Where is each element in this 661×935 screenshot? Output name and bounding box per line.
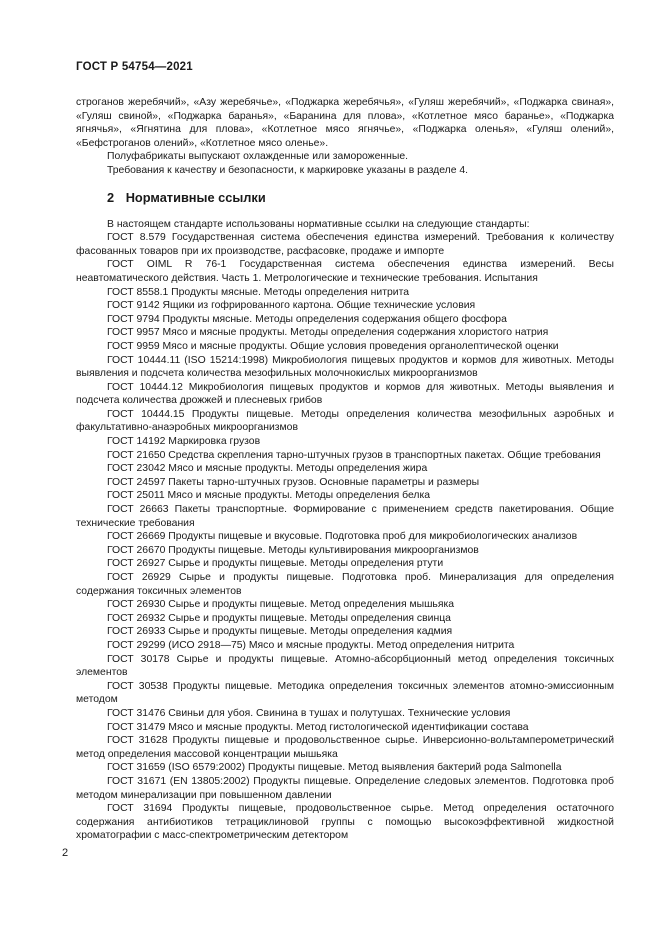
reference-item: ГОСТ 9142 Ящики из гофрированного картона. Общие технические условия xyxy=(107,300,476,312)
reference-item: ГОСТ 31479 Мясо и мясные продукты. Метод гистологической идентификации состава xyxy=(107,721,529,733)
reference-item: ГОСТ 26927 Сырье и продукты пищевые. Методы определения ртути xyxy=(107,558,444,570)
reference-item: ГОСТ 29299 (ИСО 2918—75) Мясо и мясные продукты. Метод определения нитрита xyxy=(107,639,515,651)
reference-item: ГОСТ 24597 Пакеты тарно-штучных грузов. Основные параметры и размеры xyxy=(107,476,480,488)
document-body xyxy=(76,96,614,843)
reference-item: ГОСТ 10444.11 (ISO 15214:1998) Микробиология пищевых продуктов и кормов для животных. Методы выявления и подсчета количества мезофильных молочнокислых микроорганизмов xyxy=(76,354,614,380)
reference-item: ГОСТ 26929 Сырье и продукты пищевые. Подготовка проб. Минерализация для определения содержания токсичных элементов xyxy=(76,572,614,597)
section-heading xyxy=(76,190,614,206)
reference-item: ГОСТ 8.579 Государственная система обеспечения единства измерений. Требования к количеству фасованных товаров при их производстве, расфасовке, продаже и импорте xyxy=(76,232,614,257)
reference-item: ГОСТ 31628 Продукты пищевые и продовольственное сырье. Инверсионно-вольтамперометрический метод определения массовой концентрации мышьяка xyxy=(76,735,614,760)
intro-paragraph: Полуфабрикаты выпускают охлажденные или замороженные. xyxy=(107,151,409,163)
reference-item: ГОСТ 10444.12 Микробиология пищевых продуктов и кормов для животных. Методы выявления и подсчета количества дрожжей и плесневых грибов xyxy=(76,381,614,407)
reference-item: ГОСТ 26670 Продукты пищевые. Методы культивирования микроорганизмов xyxy=(107,544,479,556)
reference-item: ГОСТ 26930 Сырье и продукты пищевые. Метод определения мышьяка xyxy=(107,599,455,611)
reference-item: ГОСТ 10444.15 Продукты пищевые. Методы определения количества мезофильных аэробных и факультативно-анаэробных микроорганизмов xyxy=(76,408,614,434)
reference-item: ГОСТ 21650 Средства скрепления тарно-штучных грузов в транспортных пакетах. Общие требования xyxy=(107,449,601,461)
reference-item: ГОСТ 26669 Продукты пищевые и вкусовые. Подготовка проб для микробиологических анализов xyxy=(107,531,578,543)
reference-item: ГОСТ 14192 Маркировка грузов xyxy=(107,436,261,448)
reference-item: ГОСТ 9959 Мясо и мясные продукты. Общие условия проведения органолептической оценки xyxy=(107,340,559,352)
section-title: Нормативные ссылки xyxy=(125,189,266,205)
reference-item: ГОСТ 31476 Свиньи для убоя. Свинина в тушах и полутушах. Технические условия xyxy=(107,707,511,719)
reference-item: ГОСТ 26663 Пакеты транспортные. Формирование с применением средств пакетирования. Общие технические требования xyxy=(76,504,614,529)
section-number: 2 xyxy=(107,189,115,205)
references-list xyxy=(76,231,614,843)
reference-item: ГОСТ 23042 Мясо и мясные продукты. Методы определения жира xyxy=(107,463,428,475)
reference-item: ГОСТ 26932 Сырье и продукты пищевые. Методы определения свинца xyxy=(107,612,451,624)
reference-item: ГОСТ 31659 (ISO 6579:2002) Продукты пищевые. Метод выявления бактерий рода Salmonella xyxy=(107,762,562,774)
reference-item: ГОСТ 9794 Продукты мясные. Методы определения содержания общего фосфора xyxy=(107,313,507,325)
reference-item: ГОСТ 25011 Мясо и мясные продукты. Методы определения белка xyxy=(107,490,431,502)
references-intro: В настоящем стандарте использованы нормативные ссылки на следующие стандарты: xyxy=(107,218,530,230)
intro-paragraph: строганов жеребячий», «Азу жеребячье», «Поджарка жеребячья», «Гуляш жеребячий», «Поджарка свиная», «Гуляш свиной», «Поджарка баранья», «Баранина для плова», «Котлетное мясо баранье», «Поджарка ягнячья», «Ягнятина для плова», «Котлетное мясо ягнячье», «Поджарка оленья», «Гуляш олений», «Бефстроганов олений», «Котлетное мясо оленье». xyxy=(76,97,614,149)
document-header: ГОСТ Р 54754—2021 xyxy=(76,61,193,73)
reference-item: ГОСТ 31694 Продукты пищевые, продовольственное сырье. Метод определения остаточного содержания антибиотиков тетрациклиновой группы с помощью высокоэффективной жидкостной хроматографии с масс-спектрометрическим детектором xyxy=(76,803,614,842)
reference-item: ГОСТ 31671 (EN 13805:2002) Продукты пищевые. Определение следовых элементов. Подготовка проб методом минерализации при повышенном давлении xyxy=(76,775,614,801)
reference-item: ГОСТ 30538 Продукты пищевые. Методика определения токсичных элементов атомно-эмиссионным методом xyxy=(76,680,614,706)
reference-item: ГОСТ 30178 Сырье и продукты пищевые. Атомно-абсорбционный метод определения токсичных элементов xyxy=(76,653,614,679)
reference-item: ГОСТ 8558.1 Продукты мясные. Методы определения нитрита xyxy=(107,286,409,298)
intro-paragraph: Требования к качеству и безопасности, к маркировке указаны в разделе 4. xyxy=(107,164,469,176)
page-number: 2 xyxy=(62,847,69,859)
reference-item: ГОСТ OIML R 76-1 Государственная система обеспечения единства измерений. Весы неавтоматического действия. Часть 1. Метрологические и технические требования. Испытания xyxy=(76,259,614,284)
reference-item: ГОСТ 26933 Сырье и продукты пищевые. Методы определения кадмия xyxy=(107,626,453,638)
reference-item: ГОСТ 9957 Мясо и мясные продукты. Методы определения содержания хлористого натрия xyxy=(107,327,549,339)
